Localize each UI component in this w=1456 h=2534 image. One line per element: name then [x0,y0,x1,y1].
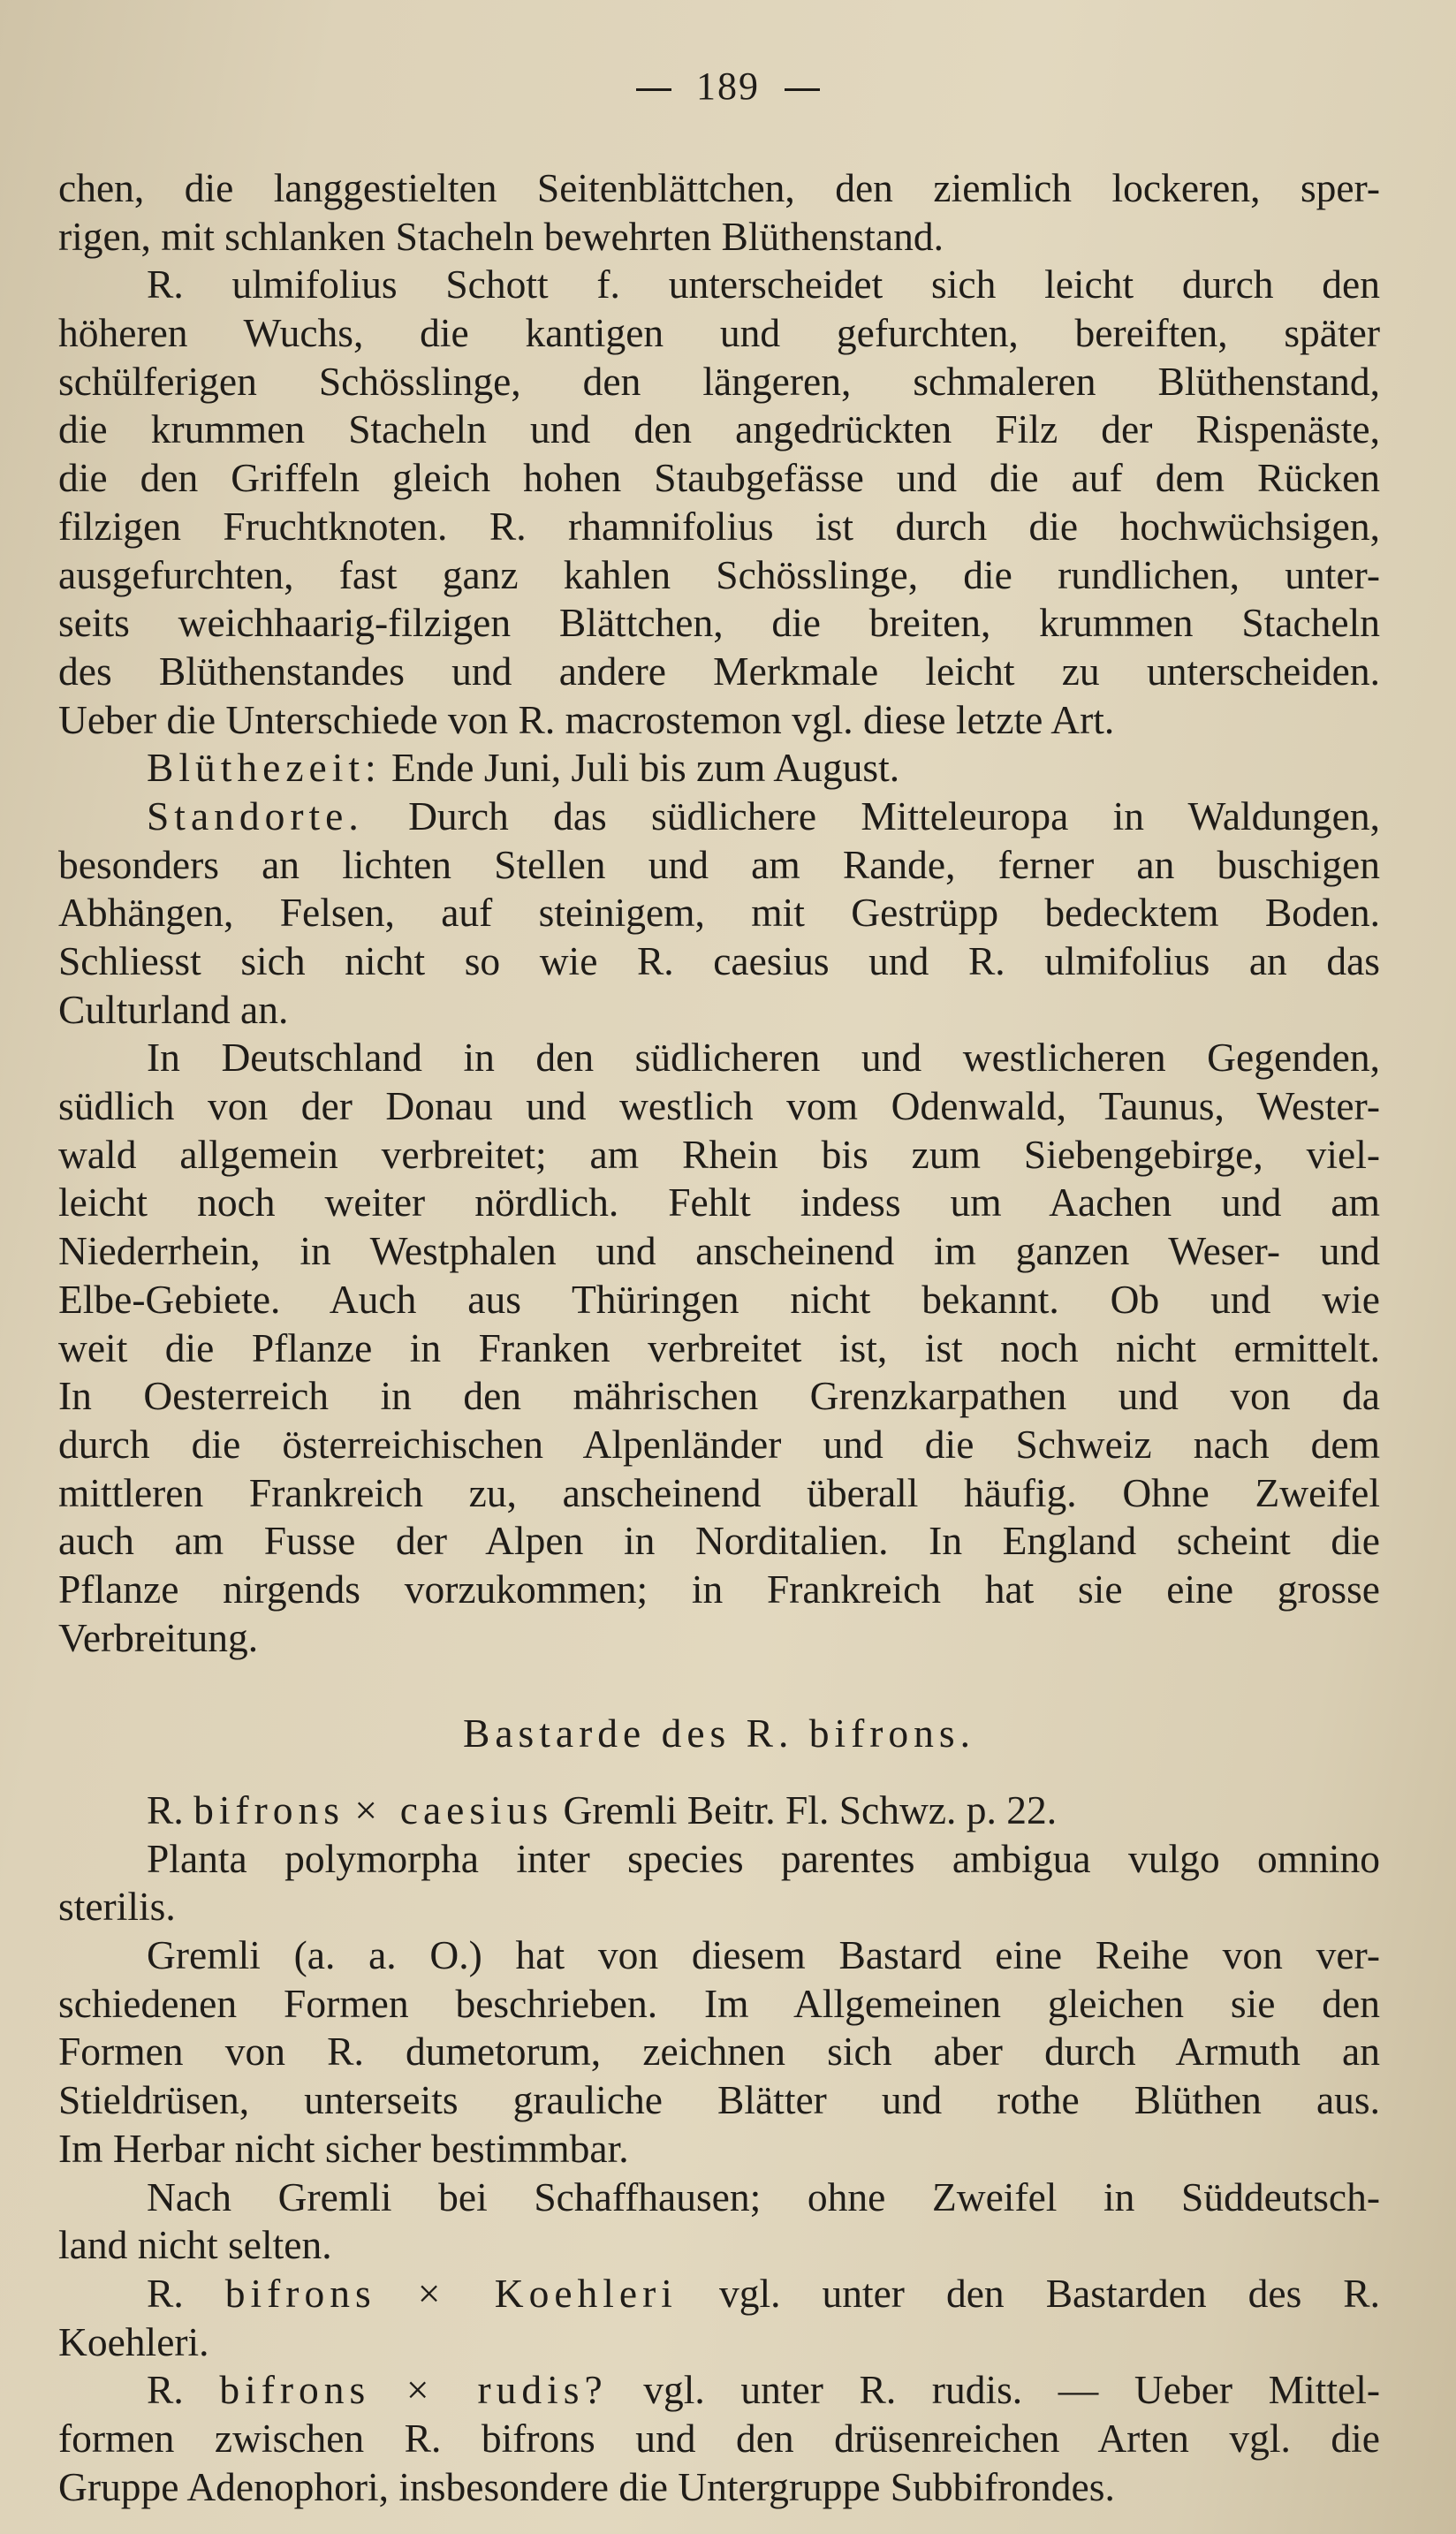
parent-b: rudis? [477,2367,608,2413]
hybrid-entry-caesius [58,1787,1380,1835]
section-heading-text: Bastarde des R. bifrons. [463,1711,975,1756]
paragraph-schaffhausen [58,2174,1380,2270]
section-heading [58,1710,1380,1758]
text-line: auch am Fusse der Alpen in Norditalien. In England scheint die [58,1518,1380,1564]
parent-b: Koehleri [494,2270,678,2316]
parent-b: caesius [399,1787,554,1832]
text-line [58,793,1380,841]
folio-dash-right [785,88,820,91]
paragraph-gremli [58,1931,1380,2173]
genus-abbrev: R. [147,1787,184,1832]
text-run: Gremli Beitr. Fl. Schwz. p. 22. [553,1787,1058,1832]
hybrid-cross-symbol: × [354,1787,378,1832]
text-line: die den Griffeln gleich hohen Staubgefässe und die auf dem Rücken [58,455,1380,501]
text-line: R. ulmifolius Schott f. unterscheidet sich leicht durch den [147,262,1380,307]
run-in-heading: Blüthezeit: [147,745,382,791]
text-line [58,2366,1380,2415]
text-line [58,1787,1380,1835]
text-line: rigen, mit schlanken Stacheln bewehrten Blüthenstand. [58,213,944,259]
parent-a: bifrons [224,2270,376,2316]
text-line: wald allgemein verbreitet; am Rhein bis zum Siebengebirge, viel- [58,1131,1380,1177]
text-run: Durch das südlichere Mitteleuropa in Waldungen, [363,793,1380,838]
text-line: durch die österreichischen Alpenländer und die Schweiz nach dem [58,1421,1380,1467]
text-run: vgl. unter R. rudis. — Ueber Mittel- [607,2367,1380,2413]
text-line: chen, die langgestielten Seitenblättchen, den ziemlich lockeren, sper- [58,165,1380,210]
text-line: südlich von der Donau und westlich vom Odenwald, Taunus, Wester- [58,1083,1380,1129]
text-line: Pflanze nirgends vorzukommen; in Frankreich hat sie eine grosse [58,1566,1380,1612]
body-text [58,164,1380,2511]
parent-a: bifrons [219,2367,371,2413]
text-line: Formen von R. dumetorum, zeichnen sich aber durch Armuth an [58,2029,1380,2075]
paragraph-latin-diagnosis [58,1835,1380,1931]
text-line: Gremli (a. a. O.) hat von diesem Bastard eine Reihe von ver- [147,1932,1380,1978]
text-line: höheren Wuchs, die kantigen und gefurchten, bereiften, später [58,310,1380,356]
text-line [58,744,1380,793]
hybrid-cross-symbol: × [406,2367,429,2413]
paragraph-ulmifolius [58,261,1380,744]
folio-dash-left [636,88,671,91]
text-line: Verbreitung. [58,1614,259,1660]
genus-abbrev: R. [147,2367,184,2413]
text-line: leicht noch weiter nördlich. Fehlt indess um Aachen und am [58,1180,1380,1225]
paragraph-distribution [58,1034,1380,1662]
section-spacer [58,1662,1380,1710]
text-line [58,2270,1380,2318]
text-line: Culturland an. [58,986,289,1032]
text-line: schiedenen Formen beschrieben. Im Allgemeinen gleichen sie den [58,1980,1380,2026]
text-line: mittleren Frankreich zu, anscheinend überall häufig. Ohne Zweifel [58,1469,1380,1515]
text-line: Im Herbar nicht sicher bestimmbar. [58,2125,629,2171]
text-line: Nach Gremli bei Schaffhausen; ohne Zweifel in Süddeutsch- [147,2174,1380,2219]
text-line: Elbe-Gebiete. Auch aus Thüringen nicht bekannt. Ob und wie [58,1276,1380,1322]
text-line: land nicht selten. [58,2222,332,2268]
paragraph-standorte [58,793,1380,1034]
text-line: Niederrhein, in Westphalen und anscheinend im ganzen Weser- und [58,1228,1380,1274]
text-line: Ueber die Unterschiede von R. macrostemon vgl. diese letzte Art. [58,696,1115,742]
text-line: des Blüthenstandes und andere Merkmale leicht zu unterscheiden. [58,648,1380,694]
text-line: Stieldrüsen, unterseits grauliche Blätter und rothe Blüthen aus. [58,2077,1380,2123]
section-spacer [58,1758,1380,1787]
page-number-text: 189 [696,64,760,108]
text-line: die krummen Stacheln und den angedrückten Filz der Rispenäste, [58,406,1380,452]
genus-abbrev: R. [147,2270,184,2316]
text-line: filzigen Fruchtknoten. R. rhamnifolius ist durch die hochwüchsigen, [58,503,1380,549]
hybrid-entry-rudis [58,2366,1380,2511]
text-run: vgl. unter den Bastarden des R. [677,2270,1380,2316]
text-line: ausgefurchten, fast ganz kahlen Schösslinge, die rundlichen, unter- [58,551,1380,597]
text-line: In Deutschland in den südlicheren und westlicheren Gegenden, [147,1035,1380,1081]
text-line: seits weichhaarig-filzigen Blättchen, die breiten, krummen Stacheln [58,600,1380,646]
text-line: Planta polymorpha inter species parentes ambigua vulgo omnino [147,1835,1380,1881]
text-line: besonders an lichten Stellen und am Rande, ferner an buschigen [58,841,1380,887]
text-line: schülferigen Schösslinge, den längeren, schmaleren Blüthenstand, [58,358,1380,404]
text-line: Koehleri. [58,2318,209,2364]
parent-a: bifrons [193,1787,345,1832]
text-line: Gruppe Adenophori, insbesondere die Untergruppe Subbifrondes. [58,2463,1115,2509]
text-line: Schliesst sich nicht so wie R. caesius und R. ulmifolius an das [58,938,1380,983]
hybrid-cross-symbol: × [417,2270,441,2316]
paragraph-bluethezeit [58,744,1380,793]
text-line: sterilis. [58,1884,176,1930]
page-number [0,64,1456,109]
text-run: Ende Juni, Juli bis zum August. [381,745,900,791]
text-line: Abhängen, Felsen, auf steinigem, mit Gestrüpp bedecktem Boden. [58,890,1380,936]
text-line: In Oesterreich in den mährischen Grenzkarpathen und von da [58,1373,1380,1419]
paragraph-continuation [58,164,1380,261]
text-line: weit die Pflanze in Franken verbreitet ist, ist noch nicht ermittelt. [58,1324,1380,1370]
text-line: formen zwischen R. bifrons und den drüsenreichen Arten vgl. die [58,2415,1380,2461]
hybrid-entry-koehleri [58,2270,1380,2366]
run-in-heading: Standorte. [147,793,364,838]
